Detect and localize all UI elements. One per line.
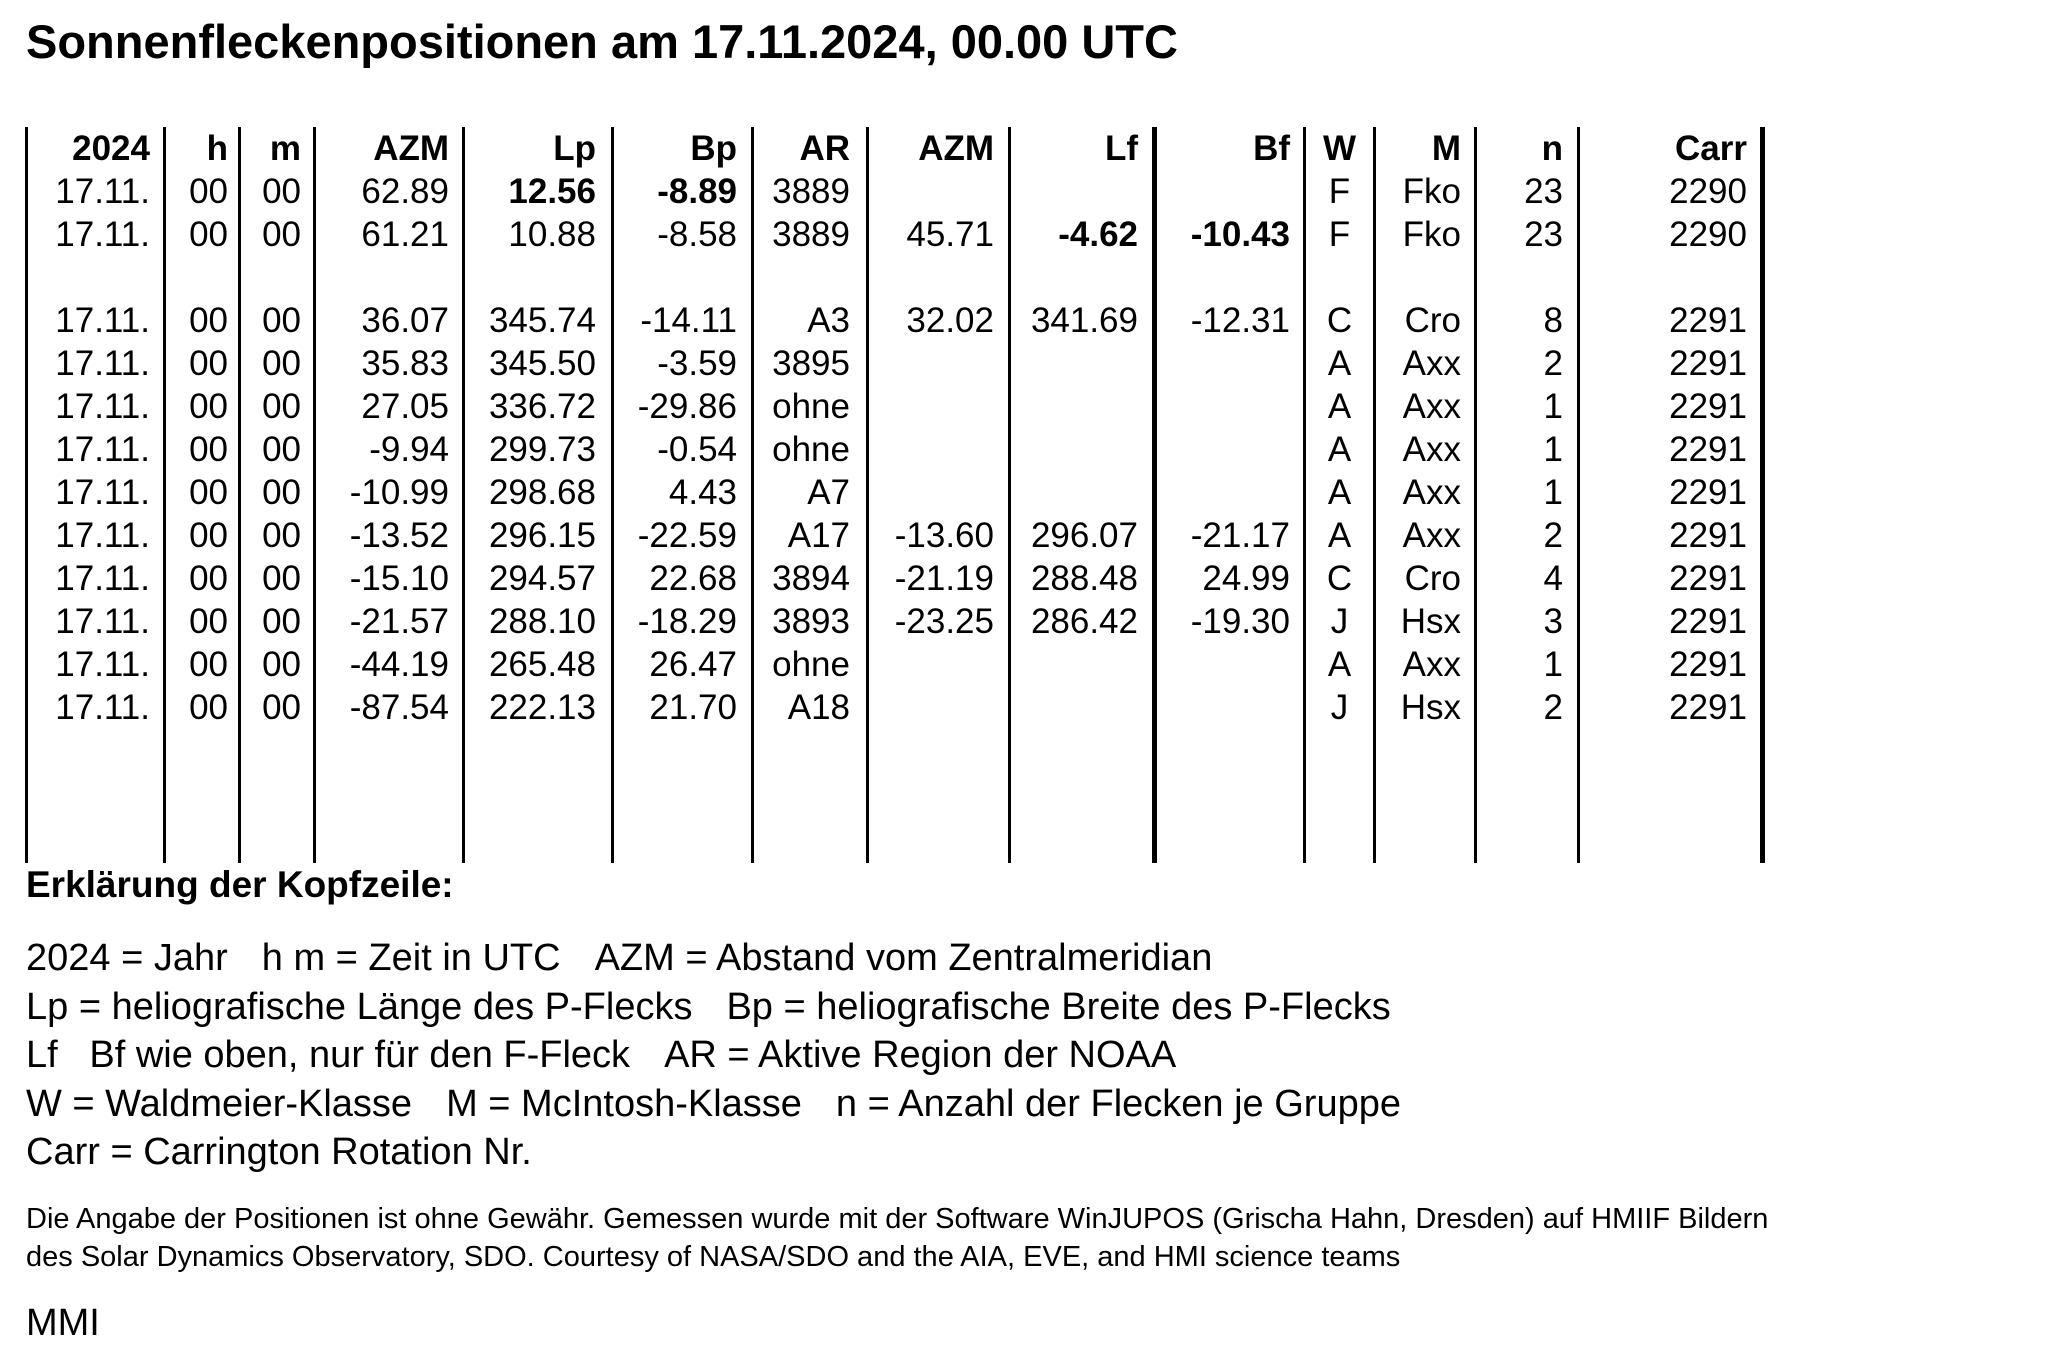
legend-item: h m = Zeit in UTC <box>261 937 561 979</box>
cell-count: 23 <box>1524 172 1563 211</box>
cell-bp: -3.59 <box>657 344 737 383</box>
cell-hour: 00 <box>189 516 228 555</box>
cell-mcintosh: Cro <box>1404 301 1461 340</box>
cell-bp: -8.58 <box>657 215 737 254</box>
cell-azm-p: 27.05 <box>361 387 449 426</box>
legend-item: M = McIntosh-Klasse <box>446 1083 802 1125</box>
cell-bp: -14.11 <box>640 301 737 340</box>
cell-carr: 2290 <box>1669 215 1747 254</box>
cell-bf: -10.43 <box>1190 215 1290 254</box>
cell-date: 17.11. <box>55 172 150 211</box>
cell-mcintosh: Axx <box>1402 430 1461 469</box>
cell-waldmeier: A <box>1327 645 1352 684</box>
cell-lf <box>1011 428 1138 471</box>
cell-bp: -22.59 <box>637 516 737 555</box>
header-azm-f: AZM <box>918 129 994 168</box>
cell-hour: 00 <box>189 387 228 426</box>
cell-lp: 288.10 <box>488 602 596 641</box>
cell-carr: 2291 <box>1669 559 1747 598</box>
cell-lp: 298.68 <box>488 473 596 512</box>
cell-carr: 2291 <box>1669 301 1747 340</box>
cell-ar: 3893 <box>772 602 850 641</box>
cell-hour: 00 <box>189 301 228 340</box>
cell-waldmeier: A <box>1327 387 1352 426</box>
cell-lf <box>1011 686 1138 729</box>
header-waldmeier: W <box>1322 129 1357 168</box>
cell-azm-p: 62.89 <box>361 172 449 211</box>
cell-ar: A18 <box>787 688 850 727</box>
header-mcintosh: M <box>1431 129 1461 168</box>
cell-waldmeier: J <box>1330 602 1349 641</box>
header-ar: AR <box>799 129 850 168</box>
cell-lf <box>1011 342 1138 385</box>
header-lf: Lf <box>1104 129 1138 168</box>
page-title: Sonnenfleckenpositionen am 17.11.2024, 00.00 UTC <box>26 15 1178 68</box>
table-row <box>0 471 1780 514</box>
cell-azm-p: -15.10 <box>349 559 449 598</box>
cell-bp: 26.47 <box>649 645 737 684</box>
cell-bf <box>1157 428 1290 471</box>
legend-item: Carr = Carrington Rotation Nr. <box>26 1131 532 1173</box>
cell-hour: 00 <box>189 688 228 727</box>
cell-count: 2 <box>1543 688 1563 727</box>
legend-item: Lf Bf wie oben, nur für den F-Fleck <box>26 1034 631 1076</box>
cell-hour: 00 <box>189 645 228 684</box>
cell-lp: 296.15 <box>488 516 596 555</box>
cell-waldmeier: C <box>1326 301 1353 340</box>
cell-minute: 00 <box>262 516 301 555</box>
cell-hour: 00 <box>189 344 228 383</box>
legend-item: W = Waldmeier-Klasse <box>26 1083 413 1125</box>
table-row <box>0 557 1780 600</box>
legend-item: AR = Aktive Region der NOAA <box>664 1034 1177 1076</box>
legend-line <box>26 1128 532 1176</box>
cell-mcintosh: Axx <box>1402 516 1461 555</box>
cell-date: 17.11. <box>55 301 150 340</box>
cell-azm-f: 45.71 <box>906 215 994 254</box>
cell-bf: 24.99 <box>1202 559 1290 598</box>
cell-count: 2 <box>1543 516 1563 555</box>
table-header-row <box>0 127 1780 170</box>
cell-carr: 2291 <box>1669 602 1747 641</box>
cell-hour: 00 <box>189 430 228 469</box>
cell-minute: 00 <box>262 344 301 383</box>
table-row <box>0 385 1780 428</box>
cell-bp: 22.68 <box>649 559 737 598</box>
cell-carr: 2291 <box>1669 645 1747 684</box>
cell-minute: 00 <box>262 473 301 512</box>
cell-mcintosh: Fko <box>1402 215 1461 254</box>
header-count: n <box>1541 129 1563 168</box>
legend-item: 2024 = Jahr <box>26 937 228 979</box>
cell-ar: A3 <box>807 301 850 340</box>
cell-minute: 00 <box>262 688 301 727</box>
header-minute: m <box>269 129 301 168</box>
legend-line <box>26 983 1391 1031</box>
cell-date: 17.11. <box>55 645 150 684</box>
legend-item: Lp = heliografische Länge des P-Flecks <box>26 986 693 1028</box>
cell-carr: 2291 <box>1669 473 1747 512</box>
cell-count: 2 <box>1543 344 1563 383</box>
legend-item: AZM = Abstand vom Zentralmeridian <box>594 937 1213 979</box>
cell-waldmeier: F <box>1328 172 1351 211</box>
cell-hour: 00 <box>189 473 228 512</box>
cell-minute: 00 <box>262 602 301 641</box>
table-row <box>0 686 1780 729</box>
cell-count: 3 <box>1543 602 1563 641</box>
cell-waldmeier: A <box>1327 516 1352 555</box>
header-carr: Carr <box>1675 129 1747 168</box>
cell-bp: -29.86 <box>637 387 737 426</box>
cell-waldmeier: F <box>1328 215 1351 254</box>
cell-ar: ohne <box>772 387 850 426</box>
cell-lp: 265.48 <box>488 645 596 684</box>
cell-azm-p: -13.52 <box>349 516 449 555</box>
cell-hour: 00 <box>189 602 228 641</box>
cell-bp: 21.70 <box>649 688 737 727</box>
table-row <box>0 213 1780 256</box>
legend-line <box>26 934 1212 982</box>
cell-azm-p: -10.99 <box>349 473 449 512</box>
header-bp: Bp <box>690 129 737 168</box>
cell-ar: ohne <box>772 430 850 469</box>
header-hour: h <box>206 129 228 168</box>
cell-carr: 2291 <box>1669 387 1747 426</box>
cell-mcintosh: Cro <box>1404 559 1461 598</box>
legend-item: n = Anzahl der Flecken je Gruppe <box>835 1083 1401 1125</box>
table-row <box>0 514 1780 557</box>
cell-carr: 2291 <box>1669 344 1747 383</box>
cell-mcintosh: Hsx <box>1400 602 1461 641</box>
author-signature: MMI <box>26 1302 100 1344</box>
cell-azm-f <box>869 471 994 514</box>
cell-lp: 299.73 <box>488 430 596 469</box>
cell-carr: 2290 <box>1669 172 1747 211</box>
cell-hour: 00 <box>189 172 228 211</box>
cell-azm-f <box>869 342 994 385</box>
cell-minute: 00 <box>262 645 301 684</box>
cell-mcintosh: Fko <box>1402 172 1461 211</box>
cell-ar: ohne <box>772 645 850 684</box>
cell-bf <box>1157 686 1290 729</box>
table-row <box>0 342 1780 385</box>
cell-count: 1 <box>1543 430 1563 469</box>
cell-count: 4 <box>1543 559 1563 598</box>
cell-mcintosh: Axx <box>1402 387 1461 426</box>
cell-ar: A7 <box>807 473 850 512</box>
cell-lf: 288.48 <box>1030 559 1138 598</box>
cell-bf: -21.17 <box>1190 516 1290 555</box>
disclaimer-line: Die Angabe der Positionen ist ohne Gewähr. Gemessen wurde mit der Software WinJUPOS (Grischa Hahn, Dresden) auf HMIIF Bildern <box>26 1203 1769 1235</box>
cell-bf <box>1157 643 1290 686</box>
cell-count: 23 <box>1524 215 1563 254</box>
cell-ar: 3889 <box>772 172 850 211</box>
cell-azm-f: -21.19 <box>894 559 994 598</box>
cell-carr: 2291 <box>1669 516 1747 555</box>
cell-minute: 00 <box>262 559 301 598</box>
cell-azm-f: -13.60 <box>894 516 994 555</box>
cell-ar: A17 <box>787 516 850 555</box>
cell-ar: 3894 <box>772 559 850 598</box>
cell-azm-p: -44.19 <box>349 645 449 684</box>
cell-ar: 3889 <box>772 215 850 254</box>
cell-lf <box>1011 385 1138 428</box>
cell-lp: 222.13 <box>488 688 596 727</box>
cell-ar: 3895 <box>772 344 850 383</box>
cell-bp: -0.54 <box>657 430 737 469</box>
cell-azm-f <box>869 686 994 729</box>
cell-bf <box>1157 471 1290 514</box>
table-row <box>0 299 1780 342</box>
cell-lf <box>1011 170 1138 213</box>
cell-minute: 00 <box>262 172 301 211</box>
cell-waldmeier: C <box>1326 559 1353 598</box>
cell-lf <box>1011 471 1138 514</box>
cell-bf <box>1157 385 1290 428</box>
cell-waldmeier: A <box>1327 430 1352 469</box>
legend-title: Erklärung der Kopfzeile: <box>26 864 454 905</box>
cell-azm-p: -9.94 <box>369 430 449 469</box>
cell-minute: 00 <box>262 215 301 254</box>
cell-azm-f: 32.02 <box>906 301 994 340</box>
cell-azm-f <box>869 428 994 471</box>
cell-mcintosh: Axx <box>1402 645 1461 684</box>
table-row <box>0 428 1780 471</box>
cell-mcintosh: Axx <box>1402 344 1461 383</box>
cell-date: 17.11. <box>55 215 150 254</box>
table-row <box>0 600 1780 643</box>
cell-waldmeier: A <box>1327 344 1352 383</box>
cell-azm-f: -23.25 <box>894 602 994 641</box>
cell-minute: 00 <box>262 387 301 426</box>
cell-count: 1 <box>1543 387 1563 426</box>
disclaimer-line: des Solar Dynamics Observatory, SDO. Courtesy of NASA/SDO and the AIA, EVE, and HMI science teams <box>26 1241 1401 1273</box>
cell-date: 17.11. <box>55 473 150 512</box>
cell-azm-p: 36.07 <box>361 301 449 340</box>
cell-minute: 00 <box>262 301 301 340</box>
header-year: 2024 <box>72 129 150 168</box>
legend-line <box>26 1031 1176 1079</box>
cell-azm-f <box>869 385 994 428</box>
cell-bf: -12.31 <box>1190 301 1290 340</box>
cell-lf <box>1011 643 1138 686</box>
cell-azm-p: 61.21 <box>361 215 449 254</box>
cell-lf: 296.07 <box>1030 516 1138 555</box>
cell-azm-p: 35.83 <box>361 344 449 383</box>
cell-date: 17.11. <box>55 344 150 383</box>
cell-bf <box>1157 342 1290 385</box>
cell-lp: 12.56 <box>508 172 596 211</box>
cell-bp: 4.43 <box>668 473 737 512</box>
cell-lf: 341.69 <box>1030 301 1138 340</box>
cell-date: 17.11. <box>55 387 150 426</box>
cell-lp: 294.57 <box>488 559 596 598</box>
cell-count: 1 <box>1543 645 1563 684</box>
cell-azm-p: -21.57 <box>349 602 449 641</box>
cell-lp: 336.72 <box>488 387 596 426</box>
cell-date: 17.11. <box>55 516 150 555</box>
legend-line <box>26 1080 1401 1128</box>
cell-carr: 2291 <box>1669 430 1747 469</box>
cell-mcintosh: Hsx <box>1400 688 1461 727</box>
header-azm-p: AZM <box>373 129 449 168</box>
cell-azm-p: -87.54 <box>349 688 449 727</box>
cell-hour: 00 <box>189 215 228 254</box>
legend-item: Bp = heliografische Breite des P-Flecks <box>726 986 1391 1028</box>
cell-carr: 2291 <box>1669 688 1747 727</box>
cell-waldmeier: A <box>1327 473 1352 512</box>
table-row <box>0 170 1780 213</box>
cell-bf <box>1157 170 1290 213</box>
cell-minute: 00 <box>262 430 301 469</box>
cell-date: 17.11. <box>55 602 150 641</box>
cell-lf: 286.42 <box>1030 602 1138 641</box>
cell-lf: -4.62 <box>1058 215 1138 254</box>
cell-date: 17.11. <box>55 430 150 469</box>
cell-azm-f <box>869 170 994 213</box>
cell-hour: 00 <box>189 559 228 598</box>
cell-lp: 345.74 <box>488 301 596 340</box>
cell-lp: 10.88 <box>508 215 596 254</box>
cell-bp: -18.29 <box>637 602 737 641</box>
table-row <box>0 643 1780 686</box>
header-lp: Lp <box>553 129 596 168</box>
cell-waldmeier: J <box>1330 688 1349 727</box>
cell-bp: -8.89 <box>657 172 737 211</box>
cell-date: 17.11. <box>55 688 150 727</box>
header-bf: Bf <box>1253 129 1290 168</box>
cell-azm-f <box>869 643 994 686</box>
cell-lp: 345.50 <box>488 344 596 383</box>
disclaimer <box>26 1200 2036 1276</box>
cell-count: 8 <box>1543 301 1563 340</box>
cell-date: 17.11. <box>55 559 150 598</box>
cell-count: 1 <box>1543 473 1563 512</box>
cell-mcintosh: Axx <box>1402 473 1461 512</box>
cell-bf: -19.30 <box>1190 602 1290 641</box>
